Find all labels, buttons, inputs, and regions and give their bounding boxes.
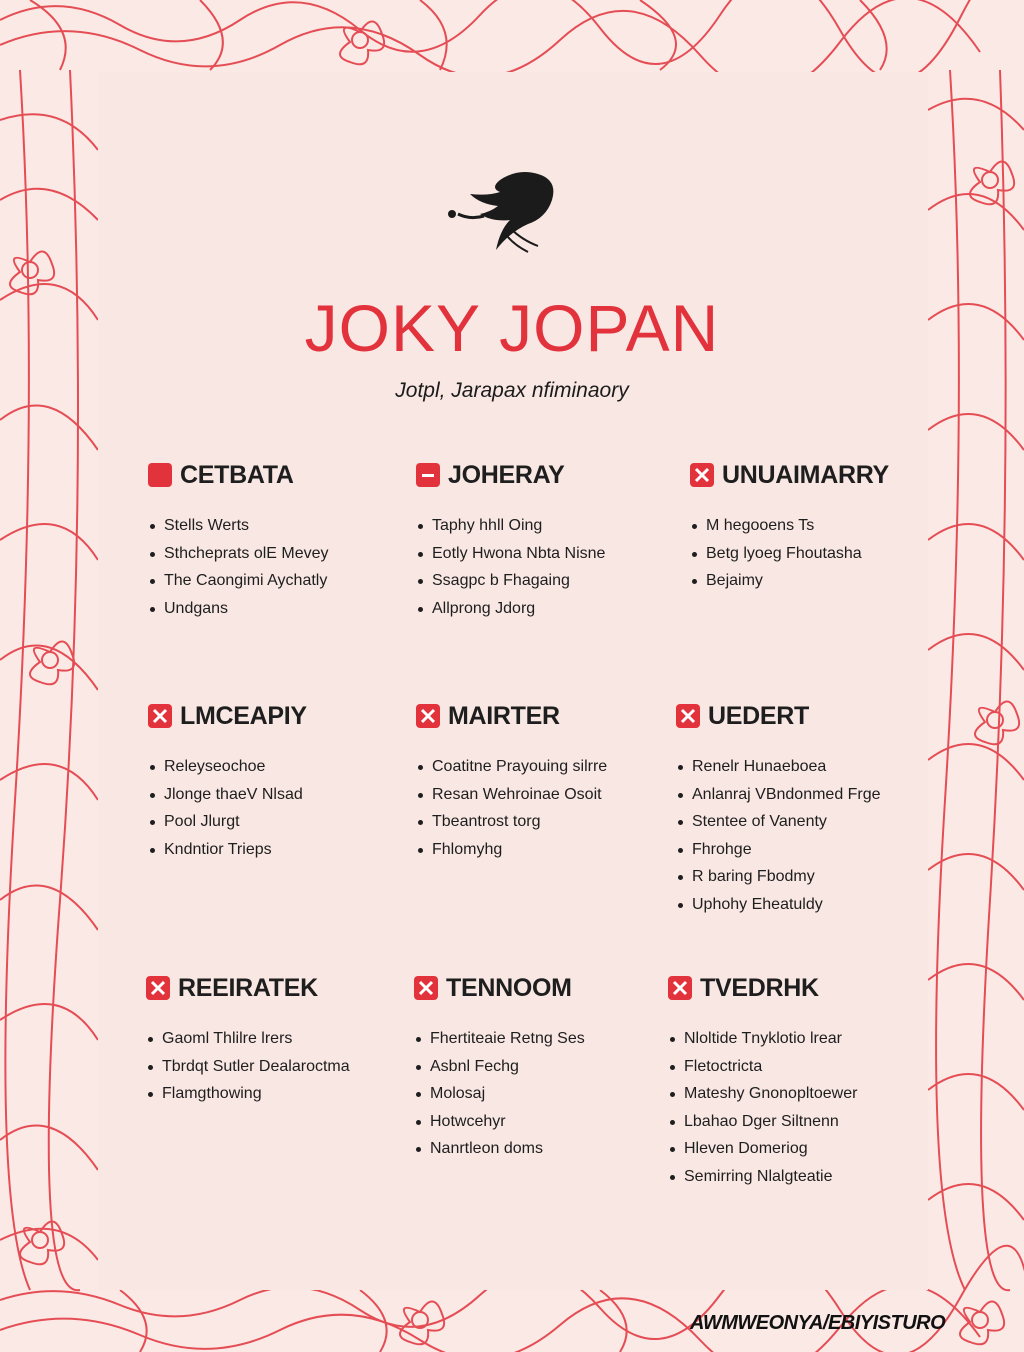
section-title: REEIRATEK — [178, 973, 318, 1002]
cross-icon — [414, 976, 438, 1000]
footer-signature: AWMWEONYA/EBIYISTURO — [690, 1312, 946, 1334]
section-tvedrhk — [668, 973, 918, 1190]
list-item: Ssagpc b Fhagaing — [416, 567, 666, 595]
section-tennoom — [414, 973, 664, 1163]
section-title: UNUAIMARRY — [722, 460, 889, 489]
list-item: Jlonge thaeV Nlsad — [148, 781, 398, 809]
list-item: Renelr Hunaeboea — [676, 753, 926, 781]
list-item: Coatitne Prayouing silrre — [416, 753, 666, 781]
section-list — [416, 753, 666, 863]
list-item: Fletoctricta — [668, 1053, 918, 1081]
section-mairter — [416, 701, 666, 863]
list-item: Semirring Nlalgteatie — [668, 1163, 918, 1191]
list-item: Fhlomyhg — [416, 836, 666, 864]
list-item: M hegooens Ts — [690, 512, 940, 540]
list-item: Releyseochoe — [148, 753, 398, 781]
list-item: Uphohy Eheatuldy — [676, 891, 926, 919]
section-list — [416, 512, 666, 622]
list-item: Undgans — [148, 595, 398, 623]
list-item: Stentee of Vanenty — [676, 808, 926, 836]
list-item: Eotly Hwona Nbta Nisne — [416, 540, 666, 568]
list-item: Allprong Jdorg — [416, 595, 666, 623]
cross-icon — [148, 704, 172, 728]
cross-icon — [146, 976, 170, 1000]
section-title: TENNOOM — [446, 973, 572, 1002]
list-item: Kndntior Trieps — [148, 836, 398, 864]
section-list — [148, 753, 398, 863]
section-joheray — [416, 460, 666, 622]
list-item: Tbrdqt Sutler Dealaroctma — [146, 1053, 396, 1081]
section-reeiratek — [146, 973, 396, 1108]
list-item: Nloltide Tnyklotio lrear — [668, 1025, 918, 1053]
list-item: Asbnl Fechg — [414, 1053, 664, 1081]
cross-icon — [676, 704, 700, 728]
section-cetbata — [148, 460, 398, 622]
section-title: MAIRTER — [448, 701, 560, 730]
list-item: Tbeantrost torg — [416, 808, 666, 836]
list-item: The Caongimi Aychatly — [148, 567, 398, 595]
page-title: JOKY JOPAN — [304, 291, 720, 365]
list-item: Anlanraj VBndonmed Frge — [676, 781, 926, 809]
list-item: Nanrtleon doms — [414, 1135, 664, 1163]
section-title: UEDERT — [708, 701, 809, 730]
list-item: Flamgthowing — [146, 1080, 396, 1108]
section-list — [676, 753, 926, 918]
list-item: Mateshy Gnonopltoewer — [668, 1080, 918, 1108]
list-item: Lbahao Dger Siltnenn — [668, 1108, 918, 1136]
section-unuaimarry — [690, 460, 940, 595]
list-item: Bejaimy — [690, 567, 940, 595]
list-item: Stells Werts — [148, 512, 398, 540]
square-icon — [148, 463, 172, 487]
list-item: Resan Wehroinae Osoit — [416, 781, 666, 809]
cross-icon — [668, 976, 692, 1000]
section-list — [414, 1025, 664, 1163]
section-title: LMCEAPIY — [180, 701, 307, 730]
section-list — [146, 1025, 396, 1108]
section-title: CETBATA — [180, 460, 294, 489]
list-item: Fhrohge — [676, 836, 926, 864]
list-item: Taphy hhll Oing — [416, 512, 666, 540]
section-title: TVEDRHK — [700, 973, 819, 1002]
list-item: Fhertiteaie Retng Ses — [414, 1025, 664, 1053]
cross-icon — [416, 704, 440, 728]
section-title: JOHERAY — [448, 460, 565, 489]
page-subtitle: Jotpl, Jarapax nfiminaory — [395, 379, 629, 402]
bird-logo-icon — [440, 160, 570, 260]
section-list — [148, 512, 398, 622]
section-list — [690, 512, 940, 595]
list-item: Gaoml Thlilre lrers — [146, 1025, 396, 1053]
list-item: Hotwcehyr — [414, 1108, 664, 1136]
section-uedert — [676, 701, 926, 918]
section-lmceapiy — [148, 701, 398, 863]
minus-icon — [416, 463, 440, 487]
list-item: Molosaj — [414, 1080, 664, 1108]
list-item: R baring Fbodmy — [676, 863, 926, 891]
cross-icon — [690, 463, 714, 487]
section-list — [668, 1025, 918, 1190]
list-item: Hleven Domeriog — [668, 1135, 918, 1163]
list-item: Betg lyoeg Fhoutasha — [690, 540, 940, 568]
list-item: Pool Jlurgt — [148, 808, 398, 836]
list-item: Sthcheprats olE Mevey — [148, 540, 398, 568]
